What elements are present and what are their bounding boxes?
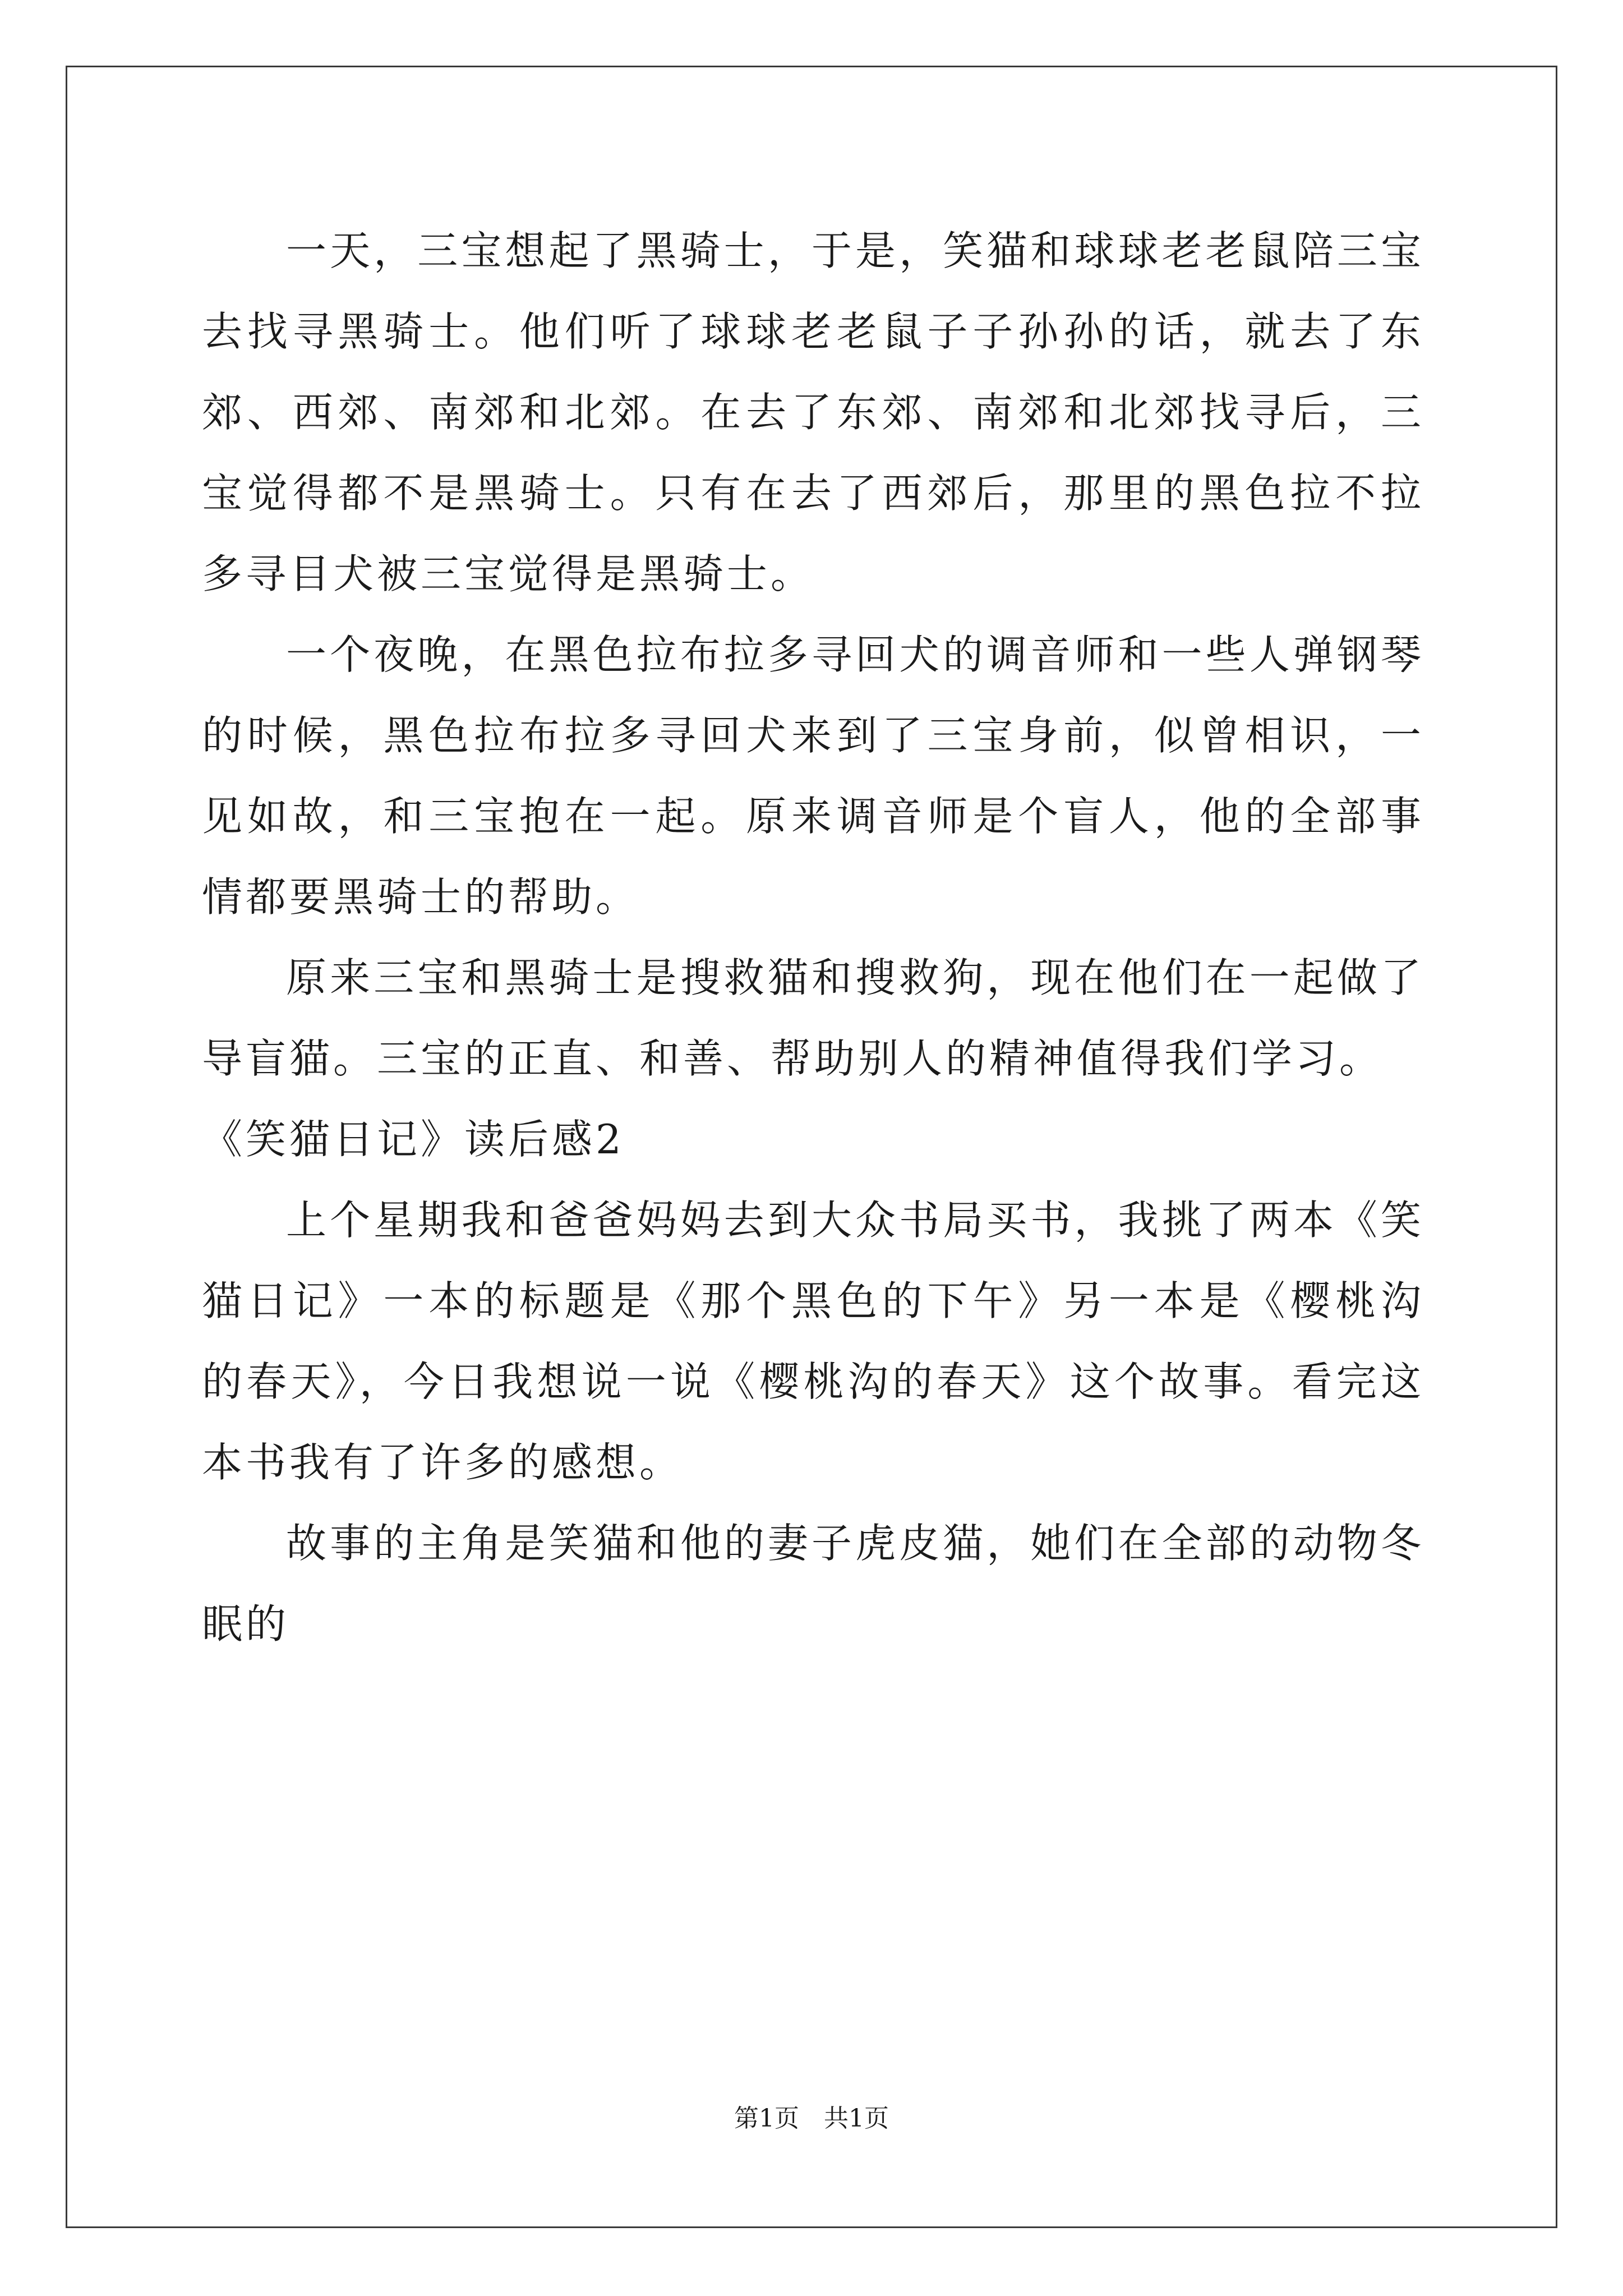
page-footer xyxy=(0,2102,1623,2136)
page-total: 共1页 xyxy=(824,2104,889,2133)
paragraph: 一天，三宝想起了黑骑士，于是，笑猫和球球老老鼠陪三宝去找寻黑骑士。他们听了球球老老鼠子子孙孙的话，就去了东郊、西郊、南郊和北郊。在去了东郊、南郊和北郊找寻后，三宝觉得都不是黑骑士。只有在去了西郊后，那里的黑色拉不拉多寻目犬被三宝觉得是黑骑士。 xyxy=(202,227,1424,597)
section-heading: 《笑猫日记》读后感2 xyxy=(202,1116,625,1163)
paragraph: 原来三宝和黑骑士是搜救猫和搜救狗，现在他们在一起做了导盲猫。三宝的正直、和善、帮助别人的精神值得我们学习。 xyxy=(202,954,1424,1082)
document-body xyxy=(202,210,1424,1664)
paragraph: 一个夜晚，在黑色拉布拉多寻回犬的调音师和一些人弹钢琴的时候，黑色拉布拉多寻回犬来到了三宝身前，似曾相识，一见如故，和三宝抱在一起。原来调音师是个盲人，他的全部事情都要黑骑士的帮助。 xyxy=(202,631,1424,921)
page-number: 第1页 xyxy=(734,2104,799,2133)
paragraph: 故事的主角是笑猫和他的妻子虎皮猫，她们在全部的动物冬眠的 xyxy=(202,1520,1424,1648)
paragraph: 上个星期我和爸爸妈妈去到大众书局买书，我挑了两本《笑猫日记》一本的标题是《那个黑色的下午》另一本是《樱桃沟的春天》，今日我想说一说《樱桃沟的春天》这个故事。看完这本书我有了许多的感想。 xyxy=(202,1197,1424,1486)
